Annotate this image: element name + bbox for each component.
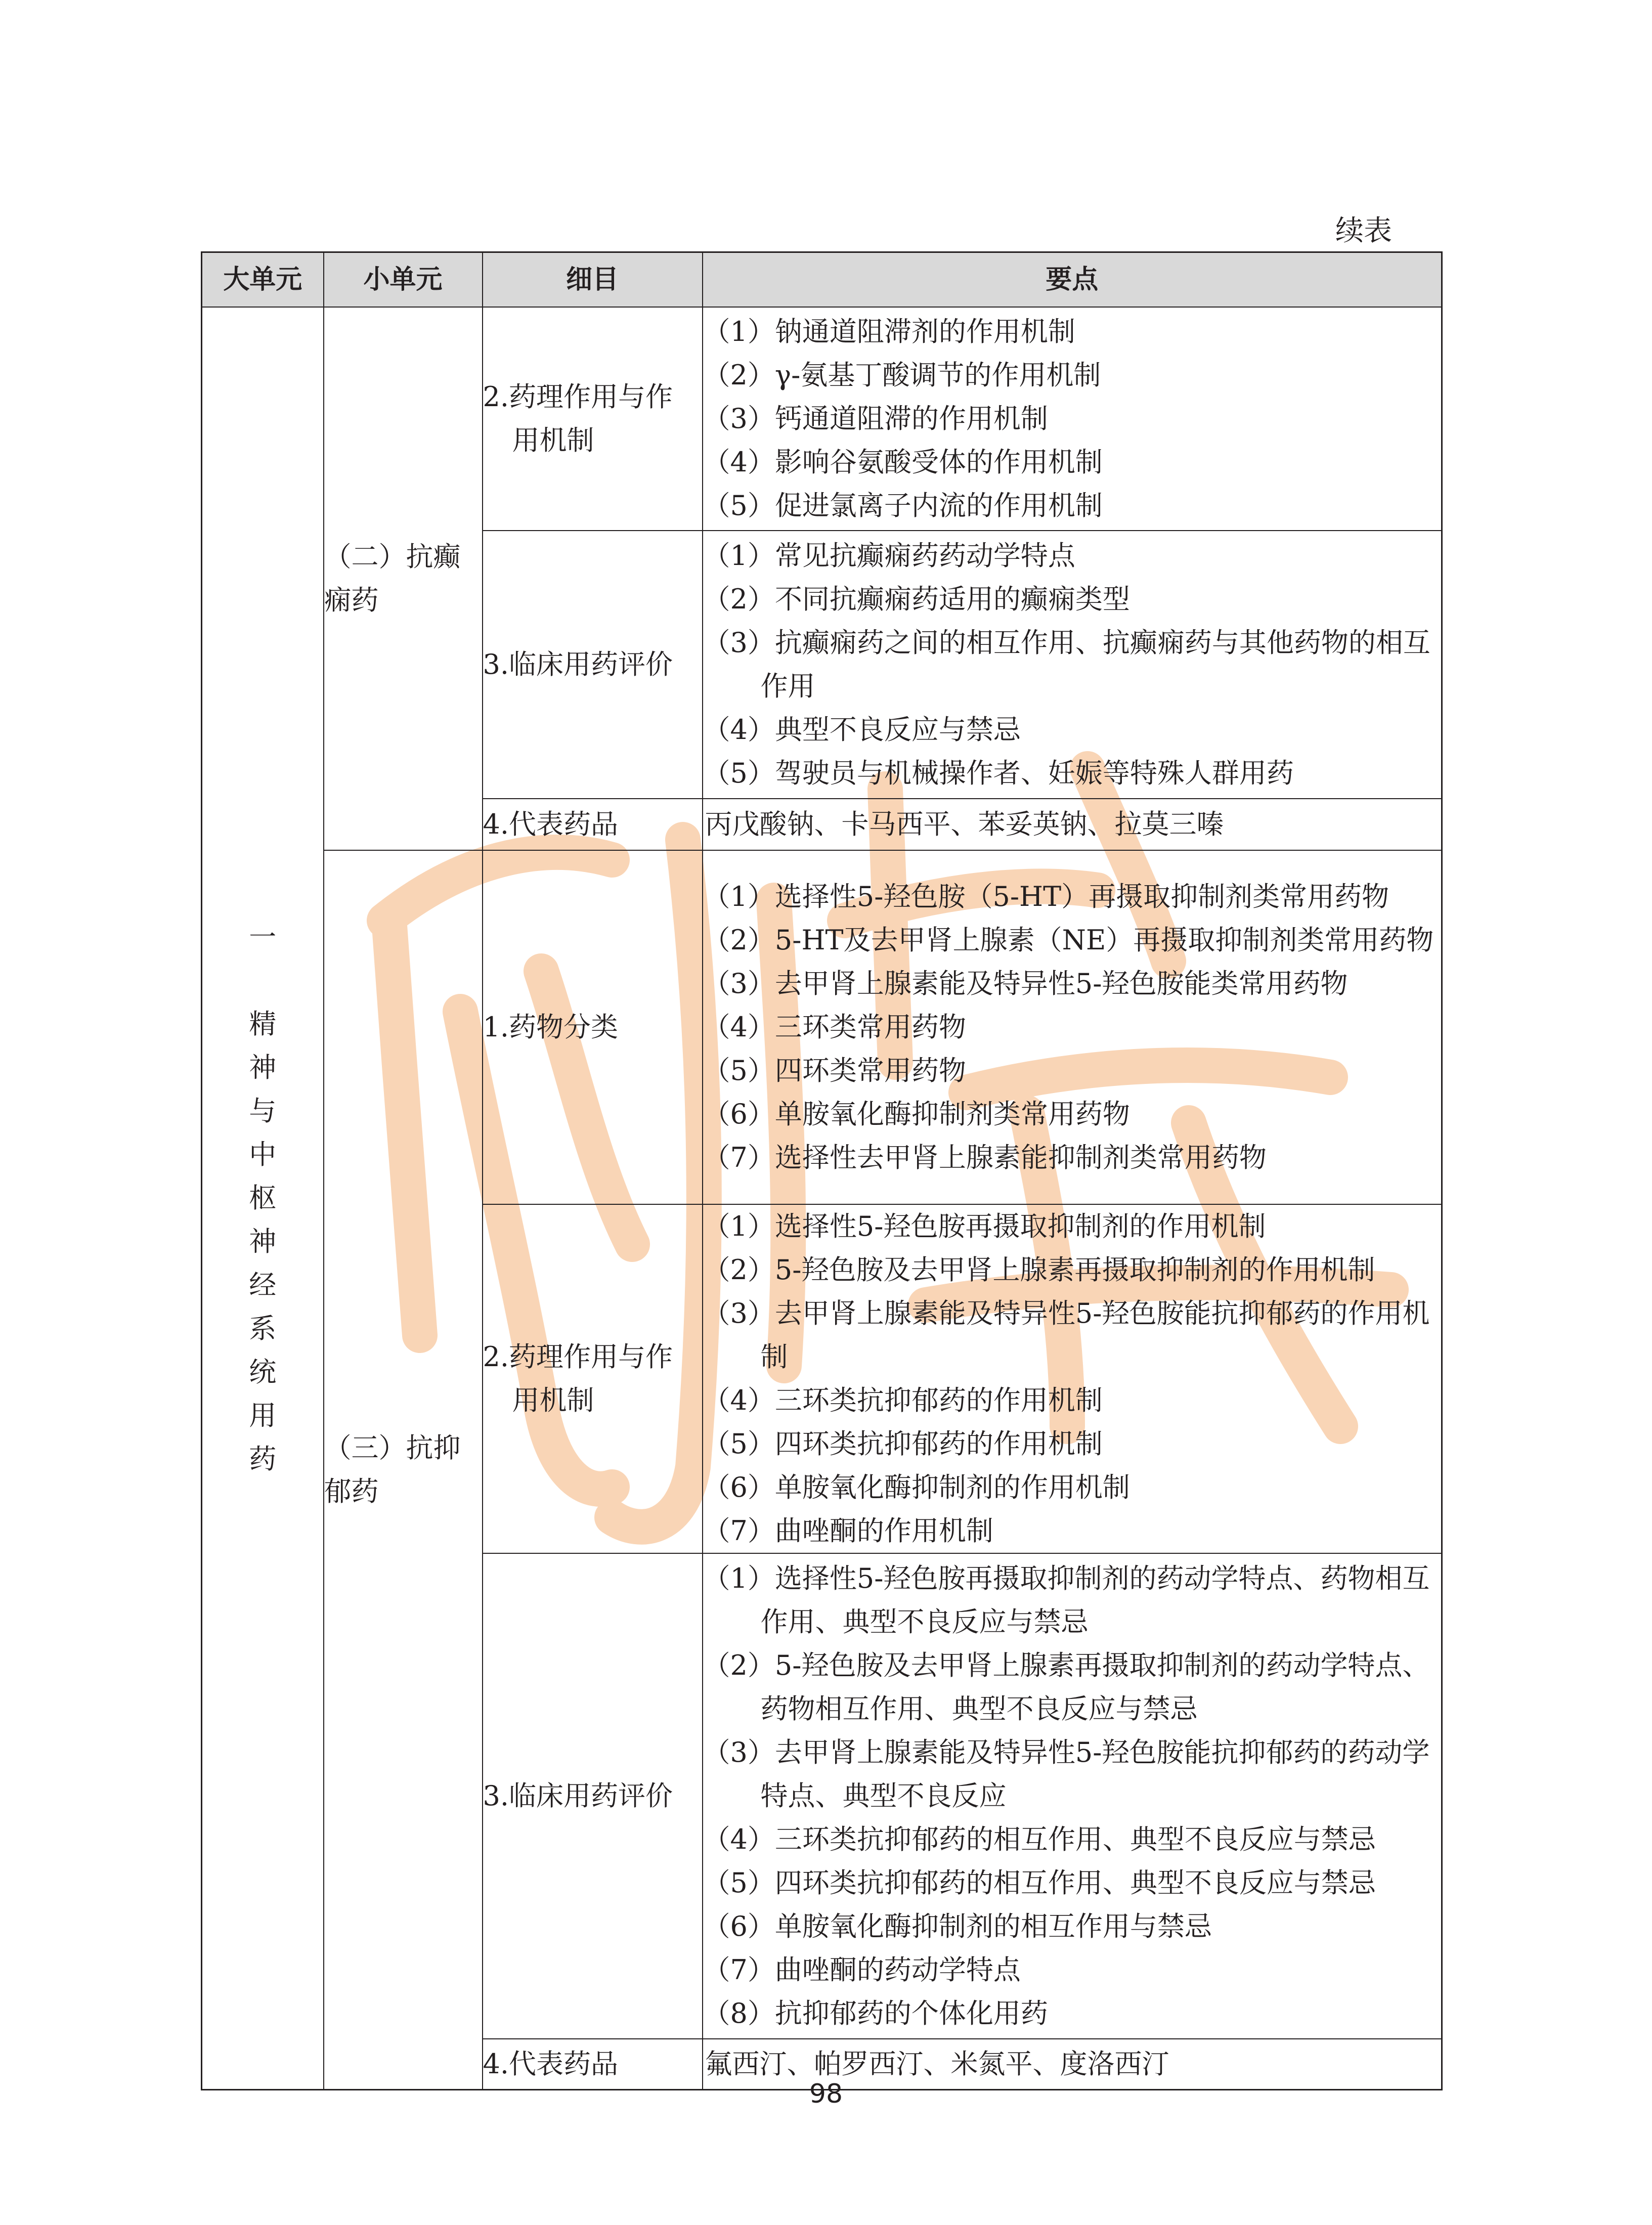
key-point: （7）选择性去甲肾上腺素能抑制剂类常用药物 [703,1142,1267,1173]
key-point: （2）γ-氨基丁酸调节的作用机制 [703,359,1101,391]
minor-unit-antidepressant [324,850,483,2089]
key-point: （2）5-HT及去甲肾上腺素（NE）再摄取抑制剂类常用药物 [703,924,1434,956]
key-point: （6）单胺氧化酶抑制剂的相互作用与禁忌 [703,1910,1212,1942]
detail-title: 4.代表药品 [483,808,619,840]
key-point: （3）抗癫痫药之间的相互作用、抗癫痫药与其他药物的相互作用 [703,627,1430,702]
key-points-cell [703,307,1442,531]
minor-unit-label: 郁药 [324,1475,379,1507]
major-unit-number: 一 [249,921,277,953]
major-unit-char: 枢 [249,1182,277,1214]
key-point: （2）5-羟色胺及去甲肾上腺素再摄取抑制剂的药动学特点、药物相互作用、典型不良反应与禁忌 [703,1649,1430,1725]
key-point: （2）不同抗癫痫药适用的癫痫类型 [703,583,1130,615]
key-point: （6）单胺氧化酶抑制剂的作用机制 [703,1471,1130,1503]
key-point: （3）去甲肾上腺素能及特异性5-羟色胺能抗抑郁药的药动学特点、典型不良反应 [703,1736,1430,1812]
key-point: （3）去甲肾上腺素能及特异性5-羟色胺能抗抑郁药的作用机制 [703,1297,1430,1373]
key-point: （4）三环类抗抑郁药的作用机制 [703,1384,1103,1416]
key-point: （1）选择性5-羟色胺（5-HT）再摄取抑制剂类常用药物 [703,881,1389,912]
header-key-points: 要点 [703,252,1442,308]
table-row [202,307,1442,531]
key-point: （5）四环类抗抑郁药的作用机制 [703,1428,1103,1460]
key-point: （6）单胺氧化酶抑制剂类常用药物 [703,1098,1130,1130]
detail-title: 2.药理作用与作 [483,1341,673,1373]
key-point: （5）促进氯离子内流的作用机制 [703,490,1103,521]
detail-title: 4.代表药品 [483,2047,619,2080]
major-unit-char: 与 [249,1095,277,1127]
detail-cell [483,1553,703,2039]
key-point: （1）钠通道阻滞剂的作用机制 [703,316,1075,347]
major-unit-char: 神 [249,1225,277,1257]
key-points-cell [703,1204,1442,1553]
key-point: （3）钙通道阻滞的作用机制 [703,403,1048,434]
key-point: （5）驾驶员与机械操作者、妊娠等特殊人群用药 [703,757,1294,789]
key-points-cell [703,799,1442,850]
detail-cell [483,850,703,1204]
continued-table-label: 续表 [1335,214,1392,247]
key-points-cell [703,1553,1442,2039]
key-points-cell [703,531,1442,799]
header-minor-unit: 小单元 [324,252,483,308]
key-point: （7）曲唑酮的药动学特点 [703,1954,1021,1986]
detail-title: 用机制 [512,1384,594,1416]
key-point: （4）三环类抗抑郁药的相互作用、典型不良反应与禁忌 [703,1823,1376,1855]
major-unit-char: 药 [249,1443,277,1475]
detail-title: 用机制 [512,424,594,456]
table-header-row [202,252,1442,308]
key-points-cell [703,850,1442,1204]
minor-unit-label: （三）抗抑 [324,1431,461,1464]
major-unit-cell [202,307,324,2089]
key-point: （1）选择性5-羟色胺再摄取抑制剂的药动学特点、药物相互作用、典型不良反应与禁忌 [703,1562,1430,1638]
header-major-unit: 大单元 [202,252,324,308]
key-point: （3）去甲肾上腺素能及特异性5-羟色胺能类常用药物 [703,968,1348,999]
major-unit-char: 神 [249,1051,277,1083]
detail-cell [483,799,703,850]
minor-unit-label: 痫药 [324,584,379,616]
major-unit-char: 系 [249,1312,277,1344]
page-number: 98 [809,2079,843,2109]
key-point: （4）影响谷氨酸受体的作用机制 [703,446,1103,478]
major-unit-char: 中 [249,1138,277,1170]
major-unit-char: 统 [249,1356,277,1388]
detail-cell [483,1204,703,1553]
minor-unit-antiepileptic [324,307,483,850]
major-unit-char: 经 [249,1269,277,1301]
key-point: （1）选择性5-羟色胺再摄取抑制剂的作用机制 [703,1210,1266,1242]
key-point: （4）三环类常用药物 [703,1011,966,1043]
syllabus-table [201,251,1443,2090]
key-point: （2）5-羟色胺及去甲肾上腺素再摄取抑制剂的作用机制 [703,1254,1375,1286]
key-point: （5）四环类常用药物 [703,1055,966,1086]
key-point: （8）抗抑郁药的个体化用药 [703,1997,1048,2029]
major-unit-char: 精 [249,1008,277,1040]
key-point: （5）四环类抗抑郁药的相互作用、典型不良反应与禁忌 [703,1867,1376,1899]
key-point: （1）常见抗癫痫药药动学特点 [703,540,1075,572]
detail-title: 1.药物分类 [483,1011,619,1043]
detail-title: 3.临床用药评价 [483,648,673,680]
minor-unit-label: （二）抗癫 [324,541,461,573]
table-row [202,850,1442,1204]
key-point: （7）曲唑酮的作用机制 [703,1515,993,1547]
key-point: （4）典型不良反应与禁忌 [703,714,1021,746]
header-detail: 细目 [483,252,703,308]
detail-title: 2.药理作用与作 [483,381,673,413]
representative-drugs: 氟西汀、帕罗西汀、米氮平、度洛西汀 [705,2047,1169,2080]
representative-drugs: 丙戊酸钠、卡马西平、苯妥英钠、拉莫三嗪 [705,808,1224,840]
detail-title: 3.临床用药评价 [483,1780,673,1812]
detail-cell [483,531,703,799]
detail-cell [483,307,703,531]
major-unit-char: 用 [249,1399,277,1431]
